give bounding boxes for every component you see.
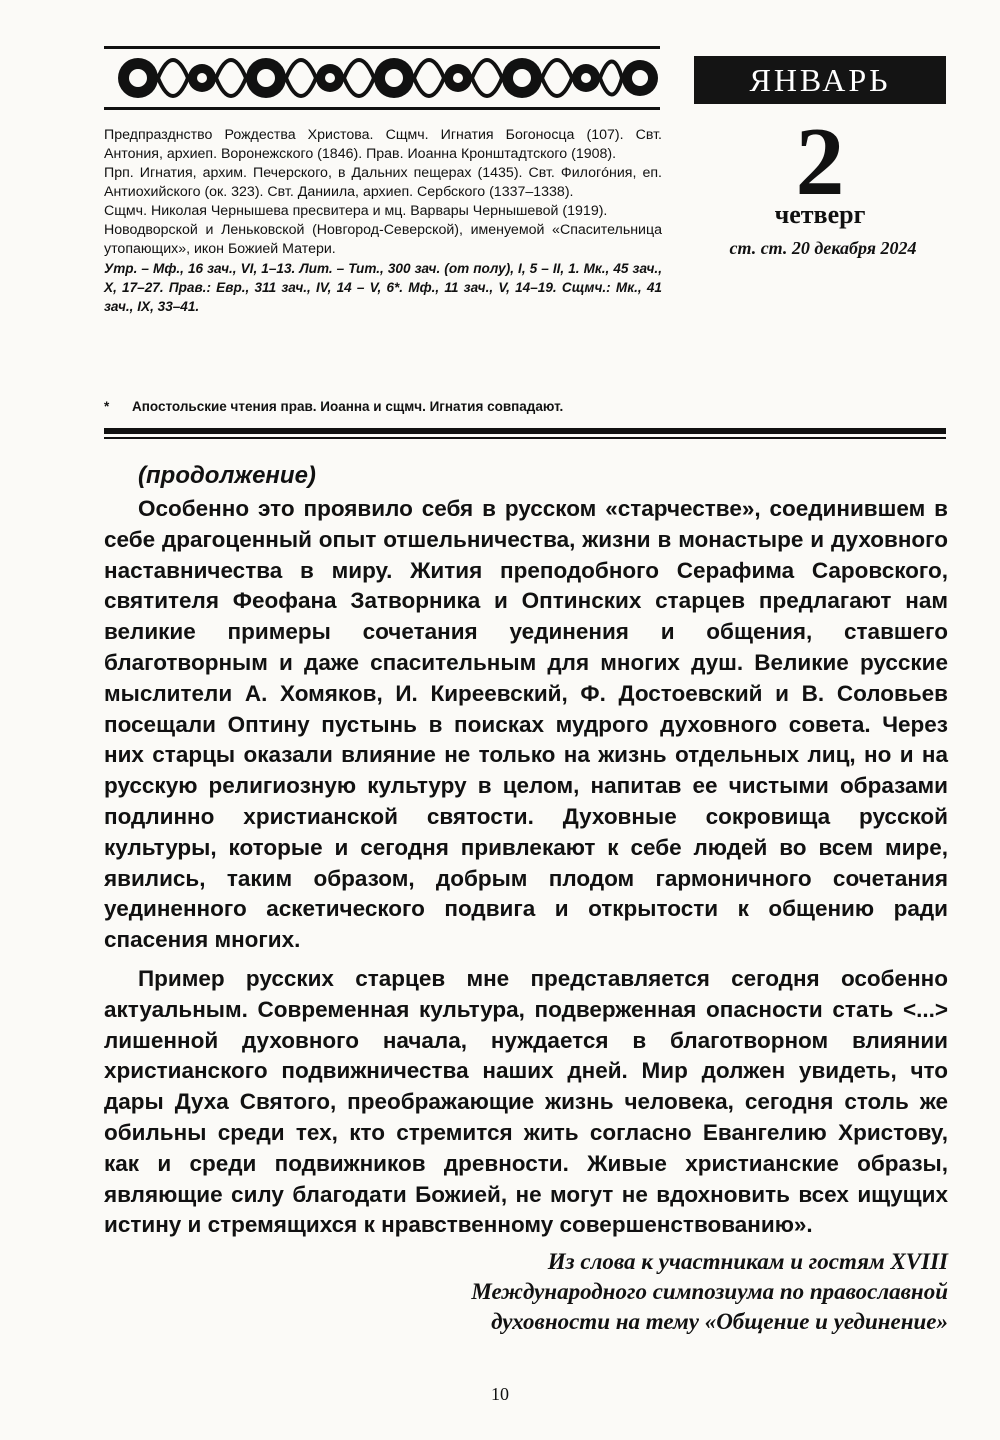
header-divider-thin — [104, 437, 946, 439]
saints-entry: Сщмч. Николая Чернышева пресвитера и мц. Варвары Чернышевой (1919). — [104, 203, 608, 219]
article-body — [104, 494, 948, 1241]
footnote-mark: * — [104, 399, 110, 414]
paragraph: Особенно это проявило себя в русском «старчестве», соединившем в себе драгоценный опыт отшельничества, жизни в монастыре и духовного наставничества в миру. Жития преподобного Серафима Саровского, святителя Феофана Затворника и Оптинских старцев предлагают нам великие примеры сочетания уединения и общения, ставшего благотворным и даже спасительным для многих душ. Великие русские мыслители А. Хомяков, И. Киреевский, Ф. Достоевский и В. Соловьев посещали Оптину пустынь в поисках мудрого духовного совета. Через них старцы оказали влияние не только на жизнь отдельных лиц, но и на русскую религиозную культуру в целом, напитав ее чистыми образами подлинно христианской святости. Духовные сокровища русской культуры, которые и сегодня привлекают к себе людей во всем мире, явились, таким образом, добрым плодом гармоничного сочетания уединенного аскетического подвига и открытости к общению ради спасения многих. — [104, 496, 948, 953]
saints-list — [104, 126, 662, 316]
saints-entry: Предпразднство Рождества Христова. Сщмч. Игнатия Богоносца (107). Свт. Антония, архиеп. Воронежского (1846). Прав. Иоанна Кронштадтского (1908). — [104, 127, 662, 162]
attribution-line: духовности на тему «Общение и уединение» — [491, 1309, 948, 1334]
paragraph: Пример русских старцев мне представляется сегодня особенно актуальным. Современная культура, подверженная опасности стать <...> лишенной духовного начала, нуждается в благотворном влиянии христианского подвижничества наших дней. Мир должен увидеть, что дары Духа Святого, преображающие жизнь человека, сегодня столь же обильны среди тех, кто стремится жить согласно Евангелию Христову, как и среди подвижников древности. Живые христианские образы, являющие силу благодати Божией, не могут не вдохновить всех ищущих истину и стремящихся к нравственному совершенствованию». — [104, 965, 948, 1238]
footnote — [104, 399, 944, 414]
month-label: ЯНВАРЬ — [749, 61, 891, 98]
page-number: 10 — [491, 1384, 509, 1404]
header-divider — [104, 428, 946, 434]
attribution-line: Из слова к участникам и гостям XVIII — [547, 1249, 948, 1274]
floral-ornament-icon — [104, 44, 660, 112]
scripture-readings: Утр. – Мф., 16 зач., VI, 1–13. Лит. – Тит., 300 зач. (от полу), I, 5 – II, 1. Мк., 45 зач., X, 17–27. Прав.: Евр., 311 зач., IV, 14 – V, 6*. Мф., 11 зач., V, 14–19. Сщмч.: Мк., 41 зач., IX, 33–41. — [104, 261, 662, 314]
saints-entry: Прп. Игнатия, архим. Печерского, в Дальних пещерах (1435). Свт. Филогóния, еп. Антиохийского (ок. 323). Свт. Даниила, архиеп. Сербского (1337–1338). — [104, 165, 662, 200]
old-style-date: ст. ст. 20 декабря 2024 — [729, 238, 917, 258]
day-number: 2 — [795, 108, 845, 216]
saints-entry: Новодворской и Леньковской (Новгород-Северской), именуемой «Спасительница утопающих», икон Божией Матери. — [104, 222, 662, 257]
weekday-label: четверг — [774, 200, 866, 229]
continuation-label: (продолжение) — [138, 462, 316, 489]
attribution-line: Международного симпозиума по православной — [471, 1279, 948, 1304]
footnote-text: Апостольские чтения прав. Иоанна и сщмч. Игнатия совпадают. — [132, 399, 564, 414]
source-attribution — [300, 1247, 948, 1337]
month-header — [694, 56, 946, 104]
